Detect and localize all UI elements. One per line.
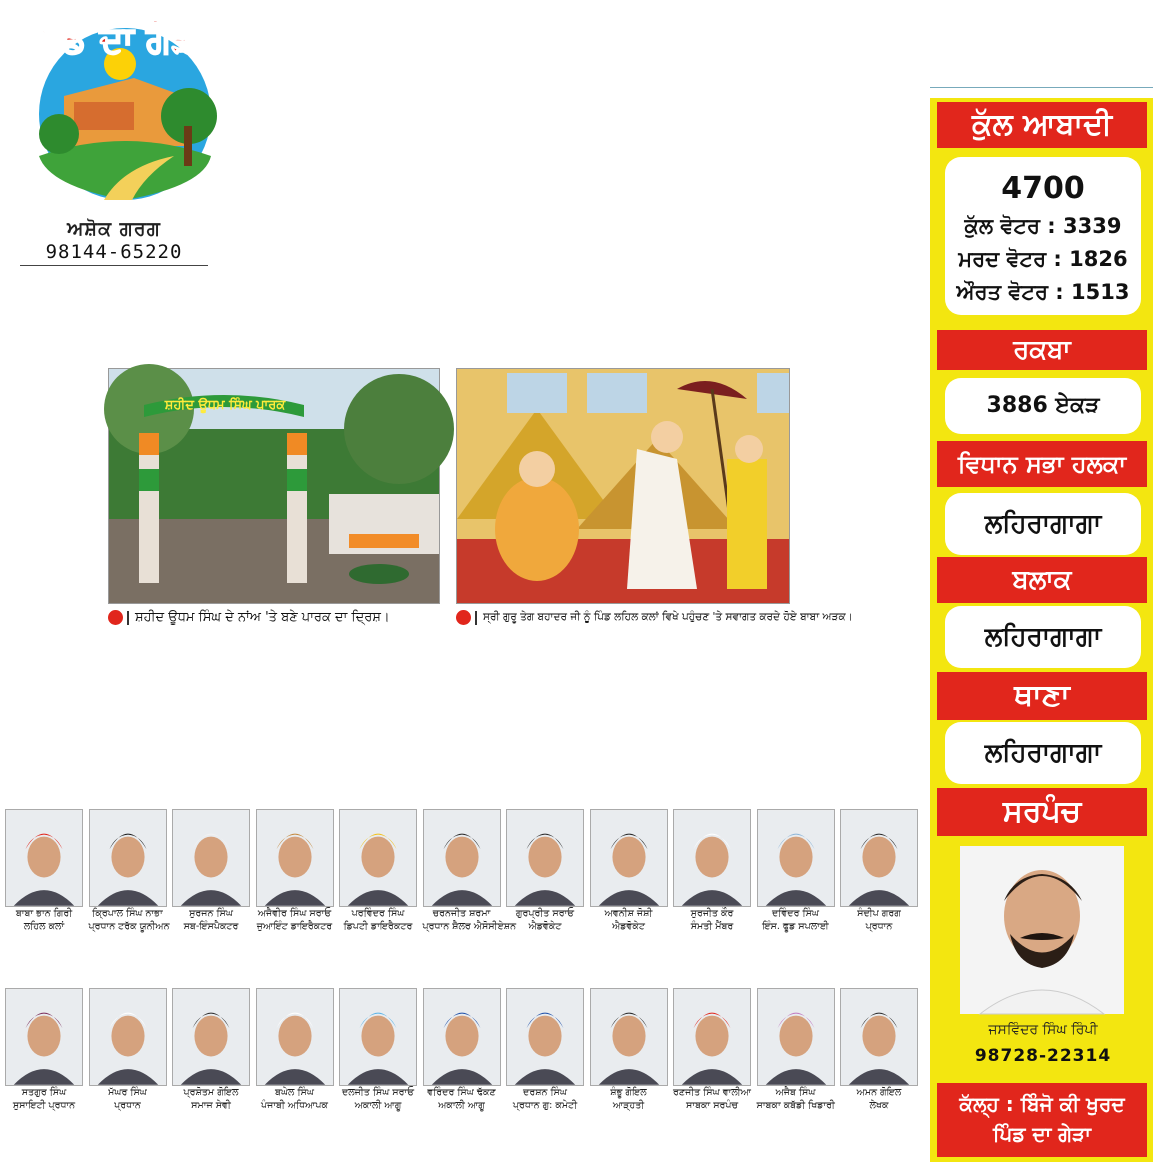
person-name: ਮੱਘਰ ਸਿੰਘ [108,1087,147,1098]
person-card [423,988,501,1116]
guru-caption [456,610,853,625]
next-village-box [937,1083,1147,1157]
village-logo [4,6,230,206]
population-value: 4700 [1001,171,1085,206]
population-heading: ਕੁੱਲ ਆਬਾਦੀ [937,102,1147,148]
person-photo-frame [757,988,835,1086]
person-role: ਸਬ-ਇੰਸਪੈਕਟਰ [183,921,239,932]
person-photo [758,810,834,906]
person-role: ਪ੍ਰਧਾਨ ਗੁ: ਕਮੇਟੀ [512,1100,578,1111]
block-heading: ਬਲਾਕ [937,557,1147,603]
person-role: ਅਕਾਲੀ ਆਗੂ [354,1100,402,1111]
person-card [339,809,417,937]
person-photo [257,989,333,1085]
person-role: ਡਿਪਟੀ ਡਾਇਰੈਕਟਰ [343,921,413,932]
person-photo [507,989,583,1085]
person-name: ਅਜੈਬ ਸਿੰਘ [775,1087,816,1098]
author-phone: 98144-65220 [45,241,183,263]
person-name: ਬਘੇਲ ਸਿੰਘ [275,1087,314,1098]
person-photo [758,989,834,1085]
person-photo [507,810,583,906]
person-role: ਪ੍ਰਧਾਨ ਟਰੱਕ ਯੂਨੀਅਨ [88,921,170,932]
person-photo-frame [673,988,751,1086]
sarpanch-heading: ਸਰਪੰਚ [937,788,1147,836]
person-photo-frame [506,988,584,1086]
panel-top-rule [930,87,1153,88]
person-photo [6,989,82,1085]
person-photo [674,989,750,1085]
constituency-heading: ਵਿਧਾਨ ਸਭਾ ਹਲਕਾ [937,441,1147,487]
person-name: ਸਤਗੁਰ ਸਿੰਘ [21,1087,67,1098]
park-caption [108,610,438,625]
person-role: ਲਹਿਲ ਕਲਾਂ [23,921,65,932]
red-dot-icon [456,610,471,625]
person-name: ਬਾਬਾ ਭਾਨ ਗਿਰੀ [15,908,73,919]
person-photo-frame [5,988,83,1086]
person-photo-frame [172,988,250,1086]
person-name: ਦਵਿੰਦਰ ਸਿੰਘ [772,908,819,919]
guru-caption-text: ਸ੍ਰੀ ਗੁਰੂ ਤੇਗ ਬਹਾਦਰ ਜੀ ਨੂੰ ਪਿੰਡ ਲਹਿਲ ਕਲਾਂ ਵਿਖੇ ਪਹੁੰਚਣ 'ਤੇ ਸਵਾਗਤ ਕਰਦੇ ਹੋਏ ਬਾਬਾ ਅੜਕ। [483,611,853,623]
person-card [757,988,835,1116]
police-station-heading: ਥਾਣਾ [937,672,1147,720]
person-photo [424,989,500,1085]
person-card [5,988,83,1116]
person-photo [841,810,917,906]
person-card [506,809,584,937]
person-name: ਸੁਰਜਨ ਸਿੰਘ [189,908,233,919]
person-photo-frame [840,809,918,907]
person-card [256,988,334,1116]
person-photo [173,989,249,1085]
person-name: ਅਵਨੀਸ਼ ਜੋਸ਼ੀ [604,908,653,919]
person-name: ਪਰਵਿੰਦਰ ਸਿੰਘ [351,908,405,919]
person-photo-frame [590,809,668,907]
person-name: ਵਰਿੰਦਰ ਸਿੰਘ ਢੱਕਣ [427,1087,496,1098]
person-role: ਸਾਬਕਾ ਸਰਪੰਚ [686,1100,738,1111]
person-card [422,809,517,937]
person-name: ਸ਼ੰਭੂ ਗੋਇਲ [610,1087,647,1098]
person-photo-frame [840,988,918,1086]
person-role: ਲੇਖਕ [869,1100,889,1111]
person-name: ਦਰਸ਼ਨ ਸਿੰਘ [523,1087,567,1098]
person-role: ਅਕਾਲੀ ਆਗੂ [438,1100,485,1111]
person-photo [90,810,166,906]
block-value: ਲਹਿਰਾਗਾਗਾ [984,622,1102,652]
person-card [506,988,584,1116]
person-card [590,809,668,937]
person-card [757,809,835,937]
bar-icon [127,611,129,625]
next-village-line2: ਪਿੰਡ ਦਾ ਗੇੜਾ [993,1122,1091,1146]
person-name: ਅਮਨ ਗੋਇਲ [856,1087,902,1098]
person-role: ਪੰਜਾਬੀ ਅਧਿਆਪਕ [260,1100,328,1111]
person-photo-frame [5,809,83,907]
person-card [172,988,250,1116]
author-block [20,218,208,263]
person-card [172,809,250,937]
person-photo-frame [673,809,751,907]
person-photo-frame [89,809,167,907]
person-photo [841,989,917,1085]
red-dot-icon [108,610,123,625]
person-card [5,809,83,937]
person-photo-frame [590,988,668,1086]
person-name: ਗੁਰਪ੍ਰੀਤ ਸਰਾਓ [515,908,575,919]
park-photo [108,368,440,604]
person-role: ਸਾਬਕਾ ਕਬੱਡੀ ਖਿਡਾਰੀ [756,1100,835,1111]
person-name: ਸੁਰਜੀਤ ਕੌਰ [690,908,734,919]
person-card [840,988,918,1116]
park-sign-text: ਸ਼ਹੀਦ ਊਧਮ ਸਿੰਘ ਪਾਰਕ [164,398,286,413]
person-role: ਪ੍ਰਧਾਨ ਸ਼ੈਲਰ ਐਸੋਸੀਏਸ਼ਨ [422,921,517,932]
person-photo-frame [757,809,835,907]
person-role: ਸੰਮਤੀ ਮੈਂਬਰ [690,921,734,932]
person-card [88,809,170,937]
sarpanch-photo [960,846,1124,1014]
person-photo-frame [256,988,334,1086]
person-photo-frame [423,809,501,907]
person-name: ਰਣਜੀਤ ਸਿੰਘ ਵਾਲੀਆ [673,1087,751,1098]
person-photo-frame [339,809,417,907]
block-box [945,606,1141,668]
sarpanch-phone: 98728-22314 [974,1046,1112,1066]
bar-icon [475,611,477,625]
constituency-value: ਲਹਿਰਾਗਾਗਾ [984,509,1102,539]
person-photo [591,810,667,906]
person-card [339,988,417,1116]
area-value: 3886 ਏਕੜ [986,393,1100,418]
person-photo-frame [89,988,167,1086]
park-caption-text: ਸ਼ਹੀਦ ਊਧਮ ਸਿੰਘ ਦੇ ਨਾਂਅ 'ਤੇ ਬਣੇ ਪਾਰਕ ਦਾ ਦ੍ਰਿਸ਼। [135,610,390,625]
person-photo [340,989,416,1085]
person-card [673,988,751,1116]
constituency-box [945,493,1141,555]
person-photo [173,810,249,906]
person-card [256,809,334,937]
female-voters: ਔਰਤ ਵੋਟਰ : 1513 [956,280,1130,304]
person-name: ਅਜੈਵੀਰ ਸਿੰਘ ਸਰਾਓ [257,908,332,919]
person-name: ਸੰਦੀਪ ਗਰਗ [857,908,901,919]
person-card [840,809,918,937]
area-heading: ਰਕਬਾ [937,330,1147,370]
person-photo-frame [256,809,334,907]
person-photo [90,989,166,1085]
person-name: ਕ੍ਰਿਪਾਲ ਸਿੰਘ ਨਾਭਾ [92,908,163,919]
author-name: ਅਸ਼ੋਕ ਗਰਗ [67,218,161,240]
person-photo [424,810,500,906]
area-box [945,378,1141,434]
person-role: ਸੁਸਾਇਟੀ ਪ੍ਰਧਾਨ [12,1100,76,1111]
person-role: ਜੁਆਇੰਟ ਡਾਇਰੈਕਟਰ [256,921,333,932]
person-photo [340,810,416,906]
person-photo [674,810,750,906]
person-card [89,988,167,1116]
person-card [673,809,751,937]
person-role: ਐਡਵੋਕੇਟ [528,921,562,932]
next-village-line1: ਕੱਲ੍ਹ : ਬਿੰਜੋ ਕੀ ਖੁਰਦ [959,1092,1125,1116]
person-role: ਆੜ੍ਹਤੀ [612,1100,645,1111]
logo-title: ਪਿੰਡ ਦਾ ਗੇੜਾ [28,20,206,61]
person-photo-frame [506,809,584,907]
person-role: ਪ੍ਰਧਾਨ [114,1100,141,1111]
guru-painting-photo [456,368,790,604]
police-station-value: ਲਹਿਰਾਗਾਗਾ [984,738,1102,768]
person-name: ਚਰਨਜੀਤ ਸ਼ਰਮਾ [432,908,491,919]
person-photo [257,810,333,906]
person-role: ਐਡਵੋਕੇਟ [612,921,645,932]
person-role: ਸਮਾਜ ਸੇਵੀ [191,1100,231,1111]
male-voters: ਮਰਦ ਵੋਟਰ : 1826 [958,247,1128,271]
person-card [590,988,668,1116]
police-station-box [945,722,1141,784]
person-name: ਦਲਜੀਤ ਸਿੰਘ ਸਰਾਓ [341,1087,415,1098]
person-role: ਇੰਸ. ਫੂਡ ਸਪਲਾਈ [762,921,829,932]
person-photo [6,810,82,906]
person-photo-frame [172,809,250,907]
person-role: ਪ੍ਰਧਾਨ [865,921,893,932]
person-photo-frame [339,988,417,1086]
person-photo-frame [423,988,501,1086]
author-divider [20,265,208,266]
total-voters: ਕੁੱਲ ਵੋਟਰ : 3339 [964,214,1122,238]
person-photo [591,989,667,1085]
person-name: ਪ੍ਰਸ਼ੋਤਮ ਗੋਇਲ [183,1087,239,1098]
population-box [945,157,1141,315]
sarpanch-name: ਜਸਵਿੰਦਰ ਸਿੰਘ ਰਿੰਪੀ [988,1022,1098,1038]
